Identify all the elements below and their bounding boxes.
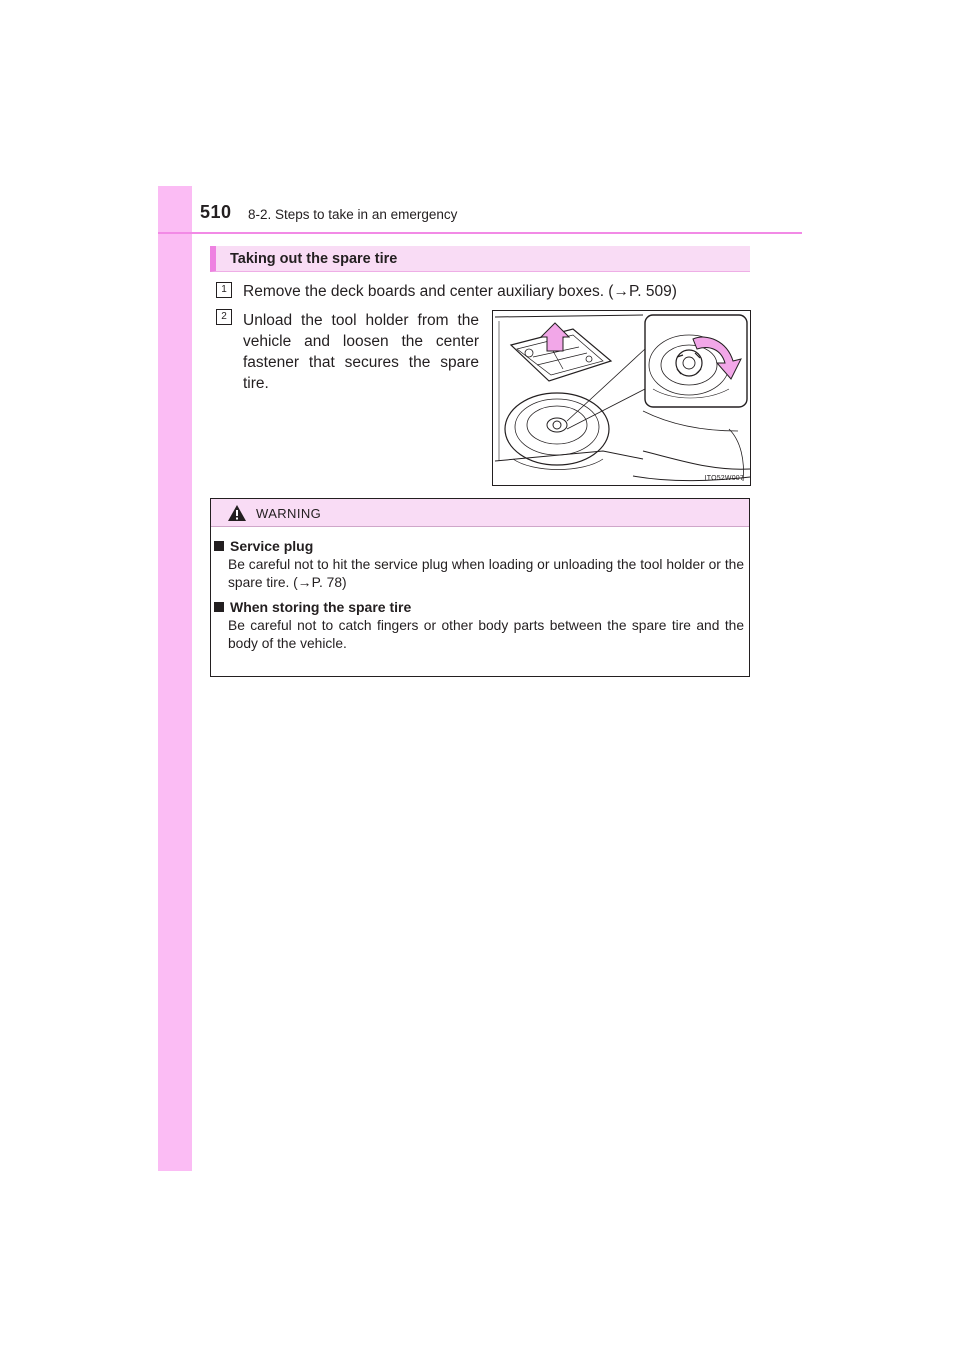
illustration-drawing <box>493 311 751 486</box>
warning-item-service-plug <box>214 537 744 592</box>
warning-triangle-icon <box>227 504 247 522</box>
square-bullet-icon <box>214 541 224 551</box>
warning-item-title: Service plug <box>214 537 744 556</box>
side-band <box>158 186 192 1171</box>
warning-item-body: Be careful not to hit the service plug when loading or unloading the tool holder or the spare tire. (→P. 78) <box>228 557 744 590</box>
section-heading <box>210 246 750 272</box>
warning-item-body: Be careful not to catch fingers or other body parts between the spare tire and the body of the vehicle. <box>228 618 744 651</box>
step-2-badge: 2 <box>216 309 232 325</box>
warning-box <box>210 498 750 677</box>
section-title: Taking out the spare tire <box>230 251 398 267</box>
square-bullet-icon <box>214 602 224 612</box>
page-number: 510 <box>200 202 232 222</box>
warning-item-title: When storing the spare tire <box>214 598 744 617</box>
up-arrow-icon <box>541 323 569 351</box>
header-rule <box>158 232 802 234</box>
step-1-text: Remove the deck boards and center auxiliary boxes. (→P. 509) <box>243 283 677 300</box>
warning-item-storing-spare <box>214 598 744 653</box>
chapter-title: 8-2. Steps to take in an emergency <box>248 207 458 222</box>
step-2-text: Unload the tool holder from the vehicle and loosen the center fastener that secures the spare tire. <box>243 312 479 392</box>
step-1-badge: 1 <box>216 282 232 298</box>
warning-header <box>211 499 749 527</box>
figure-code: ITO52W007 <box>704 475 744 482</box>
spare-tire-illustration <box>492 310 751 486</box>
warning-label: WARNING <box>256 506 322 521</box>
